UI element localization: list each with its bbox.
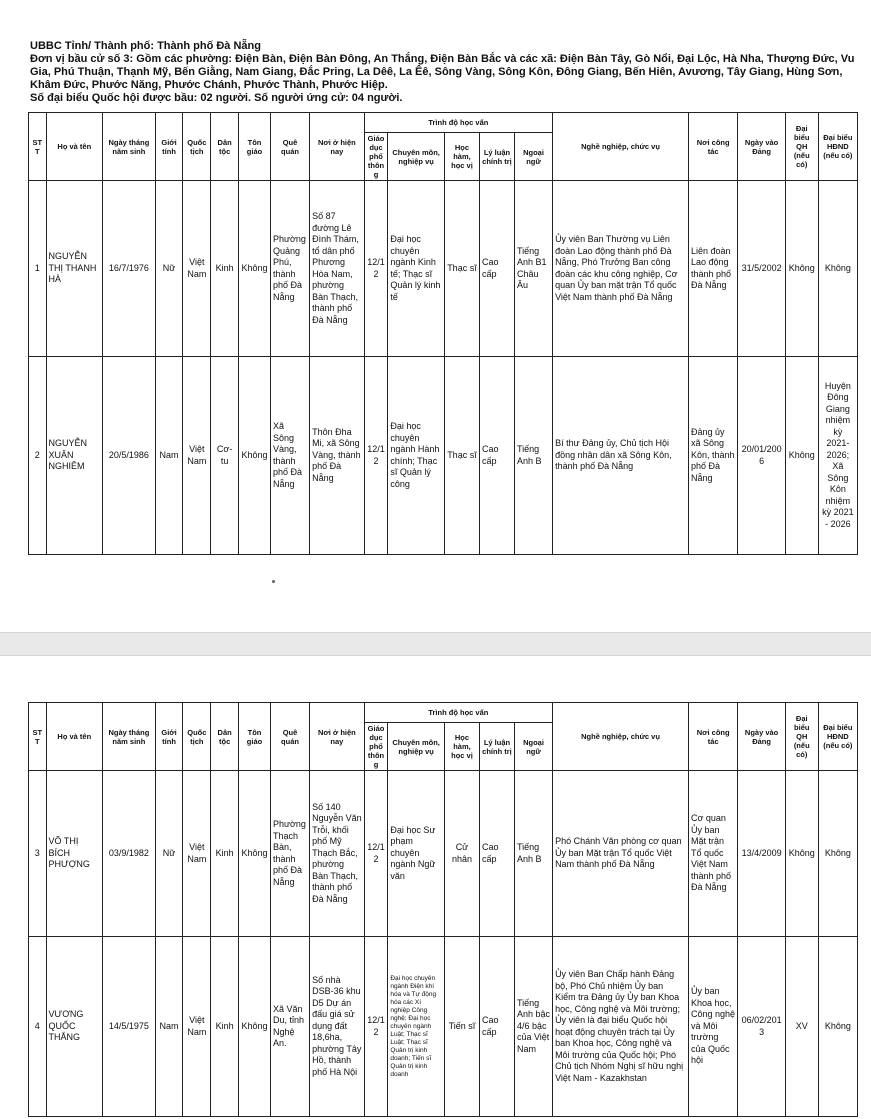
cell-general-edu: 12/12 [364, 937, 388, 1117]
col-hometown: Quê quán [270, 703, 309, 771]
cell-dob: 20/5/1986 [103, 357, 156, 555]
cell-workplace: Đảng ủy xã Sông Kôn, thành phố Đà Nẵng [688, 357, 737, 555]
cell-religion: Không [239, 181, 271, 357]
col-workplace: Nơi công tác [688, 113, 737, 181]
col-council-delegate: Đại biểu HĐND (nếu có) [818, 703, 857, 771]
cell-gender: Nam [155, 357, 183, 555]
cell-party-date: 31/5/2002 [738, 181, 785, 357]
cell-nationality: Việt Nam [183, 181, 211, 357]
cell-general-edu: 12/12 [364, 357, 388, 555]
cell-workplace: Cơ quan Ủy ban Mặt trận Tổ quốc Việt Nam thành phố Đà Nẵng [688, 771, 737, 937]
col-gender: Giới tính [155, 113, 183, 181]
cell-workplace: Liên đoàn Lao động thành phố Đà Nẵng [688, 181, 737, 357]
cell-ethnicity: Cơ-tu [211, 357, 239, 555]
cell-workplace: Ủy ban Khoa học, Công nghệ và Môi trường của Quốc hội [688, 937, 737, 1117]
cell-residence: Số nhà DSB-36 khu D5 Dự án đấu giá sử dụng đất 18,6ha, phường Tây Hồ, thành phố Hà Nội [310, 937, 365, 1117]
page-divider [0, 632, 871, 656]
cell-religion: Không [239, 357, 271, 555]
table-row [29, 771, 858, 937]
cell-degree: Thạc sĩ [444, 357, 479, 555]
cell-language: Tiếng Anh bậc 4/6 bậc của Việt Nam [514, 937, 552, 1117]
cell-council-delegate: Không [818, 181, 857, 357]
cell-party-date: 06/02/2013 [738, 937, 785, 1117]
cell-political: Cao cấp [479, 181, 514, 357]
col-specialty: Chuyên môn, nghiệp vụ [388, 133, 445, 181]
cell-party-date: 13/4/2009 [738, 771, 785, 937]
cell-nationality: Việt Nam [183, 771, 211, 937]
header-seats: Số đại biểu Quốc hội được bầu: 02 người. Số người ứng cử: 04 người. [30, 92, 403, 104]
cell-residence: Số 87 đường Lê Đình Thám, tổ dân phố Phương Hòa Nam, phường Bàn Thạch, thành phố Đà Nẵng [310, 181, 365, 357]
col-nationality: Quốc tịch [183, 113, 211, 181]
cell-occupation: Ủy viên Ban Thường vụ Liên đoàn Lao động thành phố Đà Nẵng, Phó Trưởng Ban công đoàn các khu công nghiệp, Cơ quan Ủy ban mặt trận Tổ quốc Việt Nam thành phố Đà Nẵng [553, 181, 689, 357]
cell-occupation: Bí thư Đảng ủy, Chủ tịch Hội đồng nhân dân xã Sông Kôn, thành phố Đà Nẵng [553, 357, 689, 555]
col-language: Ngoại ngữ [514, 723, 552, 771]
col-political: Lý luận chính trị [479, 723, 514, 771]
cell-name: NGUYỄN XUÂN NGHIÊM [46, 357, 103, 555]
cell-degree: Tiến sĩ [444, 937, 479, 1117]
col-gender: Giới tính [155, 703, 183, 771]
col-degree: Học hàm, học vị [444, 133, 479, 181]
cell-degree: Thạc sĩ [444, 181, 479, 357]
candidate-table-page-2 [28, 702, 858, 1117]
cell-language: Tiếng Anh B [514, 357, 552, 555]
cell-dob: 16/7/1976 [103, 181, 156, 357]
col-religion: Tôn giáo [239, 113, 271, 181]
col-party-date: Ngày vào Đảng [738, 113, 785, 181]
cell-hometown: Xã Sông Vàng, thành phố Đà Nẵng [270, 357, 309, 555]
col-council-delegate: Đại biểu HĐND (nếu có) [818, 113, 857, 181]
col-general-edu: Giáo dục phổ thông [364, 723, 388, 771]
header-province: UBBC Tỉnh/ Thành phố: Thành phố Đà Nẵng [30, 40, 261, 52]
cell-religion: Không [239, 937, 271, 1117]
col-political: Lý luận chính trị [479, 133, 514, 181]
cell-name: NGUYỄN THỊ THANH HÀ [46, 181, 103, 357]
document-header [30, 40, 860, 105]
col-stt: ST T [29, 703, 47, 771]
cell-general-edu: 12/12 [364, 181, 388, 357]
col-hometown: Quê quán [270, 113, 309, 181]
col-na-delegate: Đại biểu QH (nếu có) [785, 113, 818, 181]
scan-mark [272, 580, 275, 583]
cell-specialty: Đại học chuyên ngành Kinh tế; Thạc sĩ Quản lý kinh tế [388, 181, 445, 357]
cell-political: Cao cấp [479, 357, 514, 555]
col-name: Họ và tên [46, 703, 103, 771]
header-unit: Đơn vị bầu cử số 3: Gồm các phường: Điện Bàn, Điện Bàn Đông, An Thắng, Điện Bàn Bắc và các xã: Điện Bàn Tây, Gò Nổi, Đại Lộc, Hà Nha, Thượng Đức, Vu Gia, Phú Thuận, Thạnh Mỹ, Bến Giằng, Nam Giang, Đắc Pring, La Dêê, La Êê, Sông Vàng, Sông Kôn, Đông Giang, Bến Hiên, Avương, Tây Giang, Hùng Sơn, Khâm Đức, Phước Năng, Phước Chánh, Phước Thành, Phước Hiệp. [30, 53, 855, 91]
cell-stt: 1 [29, 181, 47, 357]
cell-na-delegate: Không [785, 771, 818, 937]
cell-name: VÕ THỊ BÍCH PHƯỢNG [46, 771, 103, 937]
cell-na-delegate: XV [785, 937, 818, 1117]
cell-name: VƯƠNG QUỐC THẮNG [46, 937, 103, 1117]
col-na-delegate: Đại biểu QH (nếu có) [785, 703, 818, 771]
cell-language: Tiếng Anh B1 Châu Âu [514, 181, 552, 357]
table-row [29, 181, 858, 357]
cell-specialty: Đại học chuyên ngành Điện khí hóa và Tự động hóa các Xí nghiệp Công nghệ; Đại học chuyên ngành Luật; Thạc sĩ Luật; Thạc sĩ Quản trị kinh doanh; Tiến sĩ Quản trị kinh doanh [388, 937, 445, 1117]
cell-nationality: Việt Nam [183, 937, 211, 1117]
cell-hometown: Phường Quảng Phú, thành phố Đà Nẵng [270, 181, 309, 357]
cell-ethnicity: Kinh [211, 771, 239, 937]
cell-political: Cao cấp [479, 937, 514, 1117]
col-party-date: Ngày vào Đảng [738, 703, 785, 771]
table-row [29, 937, 858, 1117]
col-residence: Nơi ở hiện nay [310, 113, 365, 181]
cell-hometown: Xã Văn Du, tỉnh Nghệ An. [270, 937, 309, 1117]
candidate-table-page-1 [28, 112, 858, 555]
col-language: Ngoại ngữ [514, 133, 552, 181]
cell-na-delegate: Không [785, 357, 818, 555]
cell-na-delegate: Không [785, 181, 818, 357]
cell-residence: Thôn Đha Mi, xã Sông Vàng, thành phố Đà Nẵng [310, 357, 365, 555]
cell-degree: Cử nhân [444, 771, 479, 937]
cell-ethnicity: Kinh [211, 181, 239, 357]
cell-gender: Nam [155, 937, 183, 1117]
cell-gender: Nữ [155, 181, 183, 357]
col-occupation: Nghề nghiệp, chức vụ [553, 703, 689, 771]
cell-ethnicity: Kinh [211, 937, 239, 1117]
cell-language: Tiếng Anh B [514, 771, 552, 937]
col-degree: Học hàm, học vị [444, 723, 479, 771]
col-dob: Ngày tháng năm sinh [103, 703, 156, 771]
cell-party-date: 20/01/2006 [738, 357, 785, 555]
col-dob: Ngày tháng năm sinh [103, 113, 156, 181]
col-religion: Tôn giáo [239, 703, 271, 771]
cell-nationality: Việt Nam [183, 357, 211, 555]
cell-specialty: Đại học Sư phạm chuyên ngành Ngữ văn [388, 771, 445, 937]
cell-hometown: Phường Thạch Bàn, thành phố Đà Nẵng [270, 771, 309, 937]
table-row [29, 357, 858, 555]
cell-stt: 4 [29, 937, 47, 1117]
cell-occupation: Phó Chánh Văn phòng cơ quan Ủy ban Mặt trận Tổ quốc Việt Nam thành phố Đà Nẵng [553, 771, 689, 937]
cell-gender: Nữ [155, 771, 183, 937]
cell-stt: 2 [29, 357, 47, 555]
col-specialty: Chuyên môn, nghiệp vụ [388, 723, 445, 771]
col-ethnicity: Dân tộc [211, 113, 239, 181]
cell-stt: 3 [29, 771, 47, 937]
col-education-group: Trình độ học vấn [364, 703, 552, 723]
cell-residence: Số 140 Nguyễn Văn Trỗi, khối phố Mỹ Thạch Bắc, phường Bàn Thạch, thành phố Đà Nẵng [310, 771, 365, 937]
col-nationality: Quốc tịch [183, 703, 211, 771]
col-name: Họ và tên [46, 113, 103, 181]
col-workplace: Nơi công tác [688, 703, 737, 771]
cell-political: Cao cấp [479, 771, 514, 937]
cell-dob: 14/5/1975 [103, 937, 156, 1117]
cell-religion: Không [239, 771, 271, 937]
cell-dob: 03/9/1982 [103, 771, 156, 937]
cell-general-edu: 12/12 [364, 771, 388, 937]
cell-council-delegate: Không [818, 771, 857, 937]
cell-specialty: Đại học chuyên ngành Hành chính; Thạc sĩ Quản lý công [388, 357, 445, 555]
col-residence: Nơi ở hiện nay [310, 703, 365, 771]
col-occupation: Nghề nghiệp, chức vụ [553, 113, 689, 181]
col-ethnicity: Dân tộc [211, 703, 239, 771]
cell-council-delegate: Không [818, 937, 857, 1117]
col-education-group: Trình độ học vấn [364, 113, 552, 133]
cell-council-delegate: Huyện Đông Giang nhiệm kỳ 2021-2026; Xã Sông Kôn nhiệm kỳ 2021 - 2026 [818, 357, 857, 555]
col-general-edu: Giáo dục phổ thông [364, 133, 388, 181]
col-stt: ST T [29, 113, 47, 181]
cell-occupation: Ủy viên Ban Chấp hành Đảng bộ, Phó Chủ nhiệm Ủy ban Kiểm tra Đảng ủy Ủy ban Khoa học, Công nghệ và Môi trường; Ủy viên là đại biểu Quốc hội hoạt động chuyên trách tại Ủy ban Khoa học, Công nghệ và Môi trường của Quốc hội; Phó Chủ tịch Nhóm Nghị sĩ hữu nghị Việt Nam - Kazakhstan [553, 937, 689, 1117]
